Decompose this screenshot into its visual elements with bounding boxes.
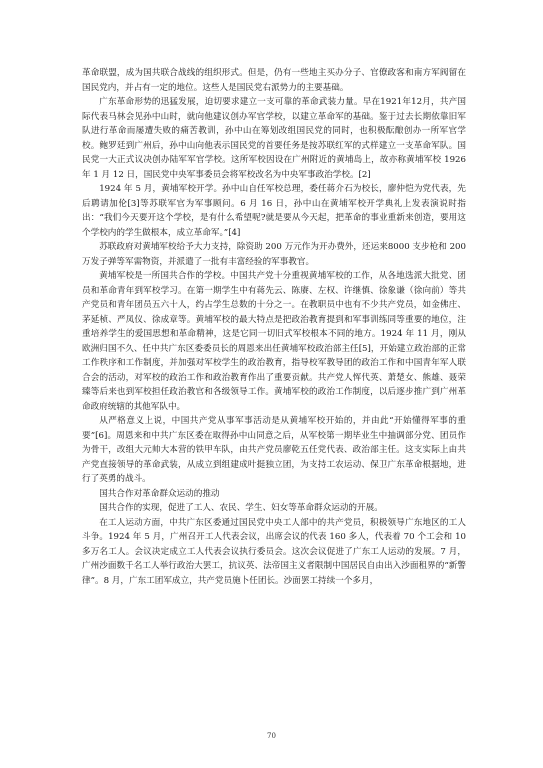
paragraph: 黄埔军校是一所国共合作的学校。中国共产党十分重视黄埔军校的工作，从各地选派大批党、团员和革命青年到军校学习。在第一期学生中有蒋先云、陈赓、左权、许继慎、徐象谦（徐向前）等共产党员和青年团员五六十人，约占学生总数的十分之一。在教职员中也有不少共产党员，如金佛庄、茅延桢、严凤仪、徐成章等。黄埔军校的最大特点是把政治教育提到和军事训练同等重要的地位，注重培养学生的爱国思想和革命精神，这是它同一切旧式军校根本不同的地方。1924 年 11 月，刚从欧洲归国不久、任中共广东区委委员长的周恩来出任黄埔军校政治部主任[5]，开始建立政治部的正常工作秩序和工作制度，并加强对军校学生的政治教育，指导校军教导团的政治工作和中国青年军人联合会的活动，对军校的政治工作和政治教育作出了重要贡献。共产党人恽代英、萧楚女、熊雄、聂荣臻等后来也到军校担任政治教官和各级领导工作。黄埔军校的政治工作制度，以后逐步推广到广州革命政府统辖的其他军队中。 xyxy=(82,271,466,412)
paragraph: 1924 年 5 月，黄埔军校开学。孙中山自任军校总理，委任蒋介石为校长，廖仲恺为党代表，先后聘请加伦[3]等苏联军官为军事顾问。6 月 16 日，孙中山在黄埔军校开学典礼上发表演说时指出：“我们今天要开这个学校，是有什么希望呢?就是要从今天起，把革命的事业重新来创造，要用这个学校内的学生做根本，成立革命军。”[4] xyxy=(82,184,466,238)
paragraph: 从严格意义上说，中国共产党从事军事活动是从黄埔军校开始的，并由此“开始懂得军事的重要”[6]。周恩来和中共广东区委在取得孙中山同意之后，从军校第一期毕业生中抽调部分党、团员作为骨干，改组大元帅大本营的铁甲车队，由共产党员廖乾五任党代表、政治部主任。这支实际上由共产党直接领导的革命武装，从成立到组建成叶挺独立团，为支持工农运动、保卫广东革命根据地，进行了英勇的战斗。 xyxy=(82,416,466,484)
paragraph: 广东革命形势的迅猛发展，迫切要求建立一支可靠的革命武装力量。早在1921年12月，共产国际代表马林会见孙中山时，就向他建议创办军官学校，以建立革命军的基础。鉴于过去长期依靠旧军队进行革命而屡遭失败的痛苦教训，孙中山在筹划改组国民党的同时，也积极酝酿创办一所军官学校。鲍罗廷到广州后，孙中山向他表示国民党的首要任务是按苏联红军的式样建立一支革命军队。国民党一大正式议决创办陆军军官学校。这所军校因设在广州附近的黄埔岛上，故亦称黄埔军校 1926 年 1 月 12 日，国民党中央军事委员会将军校改名为中央军事政治学校。[2] xyxy=(82,97,466,180)
page-number: 70 xyxy=(267,732,276,740)
paragraph: 在工人运动方面，中共广东区委通过国民党中央工人部中的共产党员，积极领导广东地区的工人斗争。1924 年 5 月，广州召开工人代表会议，出席会议的代表 160 多人，代表着 70 个工会和 10 多万名工人。会议决定成立工人代表会议执行委员会。这次会议促进了广东工人运动的发展。7 月，广州沙面数千名工人举行政治大罢工，抗议英、法帝国主义者限制中国居民自由出入沙面租界的“新警律”。8 月，广东工团军成立，共产党员施卜任团长。沙面罢工持续一个多月， xyxy=(82,517,466,586)
paragraph: 苏联政府对黄埔军校给予大力支持，除资助 200 万元作为开办费外，还运来8000 支步枪和 200 万发子弹等军需物资，并派遣了一批有丰富经验的军事教官。 xyxy=(82,242,466,267)
section-heading: 国共合作对革命群众运动的推动 xyxy=(99,488,220,499)
body-text xyxy=(82,66,466,588)
paragraph: 革命联盟，成为国共联合战线的组织形式。但是，仍有一些地主买办分子、官僚政客和南方军阀留在国民党内，并占有一定的地位。这些人是国民党右派势力的主要基础。 xyxy=(82,68,466,93)
paragraph: 国共合作的实现，促进了工人、农民、学生、妇女等革命群众运动的开展。 xyxy=(99,503,383,513)
